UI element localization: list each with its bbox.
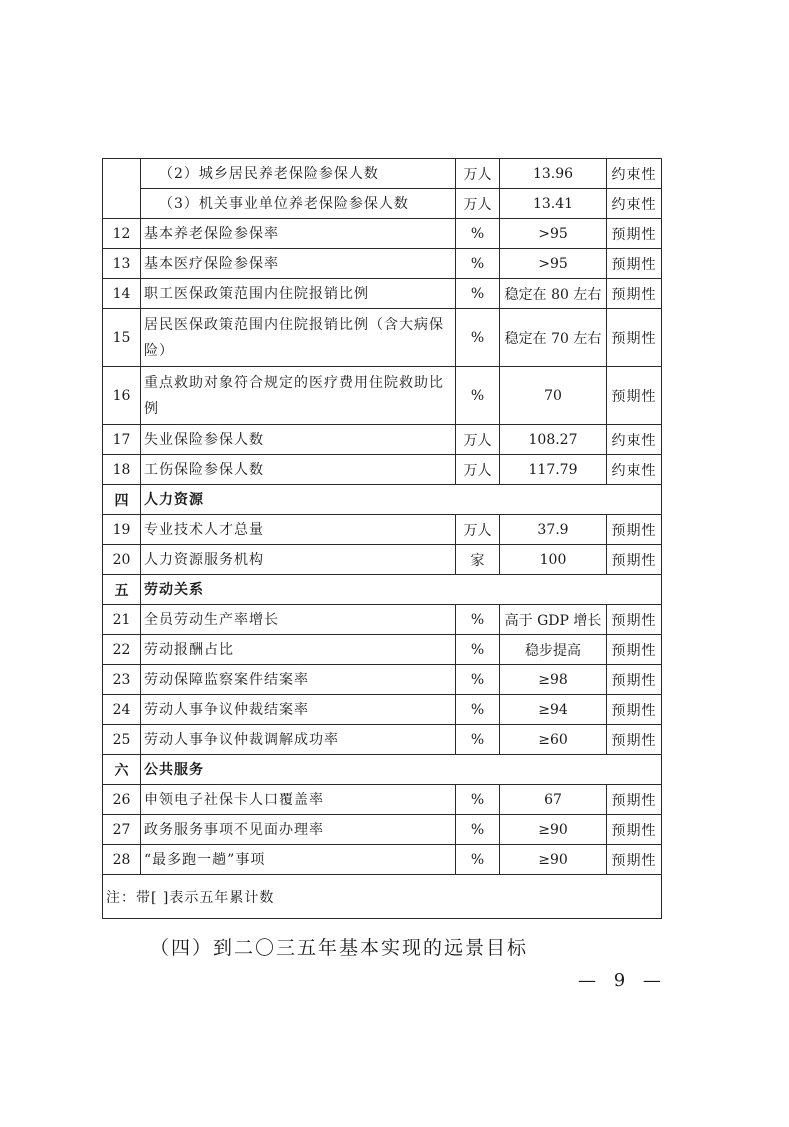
target-value-cell: ≥94 [500,695,607,725]
section-row [103,575,662,605]
table-row [103,665,662,695]
note-row [103,875,662,919]
unit-cell: % [456,635,500,665]
indicator-name-cell: 重点救助对象符合规定的医疗费用住院救助比例 [141,367,456,425]
target-value-cell: 13.41 [500,189,607,219]
section-row [103,755,662,785]
table-row [103,515,662,545]
section-number-cell: 六 [103,755,141,785]
attribute-cell: 约束性 [607,189,662,219]
section-number-cell: 四 [103,485,141,515]
target-value-cell: 100 [500,545,607,575]
table-row [103,785,662,815]
row-number-cell: 22 [103,635,141,665]
target-value-cell: 117.79 [500,455,607,485]
unit-cell: 万人 [456,159,500,189]
section-row [103,485,662,515]
table-row [103,545,662,575]
indicator-name-cell: 居民医保政策范围内住院报销比例（含大病保险） [141,309,456,367]
attribute-cell: 预期性 [607,785,662,815]
unit-cell: 万人 [456,455,500,485]
unit-cell: % [456,249,500,279]
unit-cell: % [456,725,500,755]
indicator-name-cell: （2）城乡居民养老保险参保人数 [141,159,456,189]
unit-cell: % [456,279,500,309]
row-number-cell: 17 [103,425,141,455]
target-value-cell: 高于 GDP 增长 [500,605,607,635]
target-value-cell: 70 [500,367,607,425]
row-number-cell: 25 [103,725,141,755]
row-number-cell: 13 [103,249,141,279]
table-row [103,309,662,367]
target-value-cell: >95 [500,249,607,279]
row-number-cell: 16 [103,367,141,425]
table-row [103,815,662,845]
attribute-cell: 预期性 [607,219,662,249]
table-row [103,845,662,875]
row-number-cell: 26 [103,785,141,815]
target-value-cell: ≥90 [500,845,607,875]
indicator-name-cell: 职工医保政策范围内住院报销比例 [141,279,456,309]
unit-cell: % [456,219,500,249]
indicator-name-cell: 政务服务事项不见面办理率 [141,815,456,845]
attribute-cell: 预期性 [607,367,662,425]
unit-cell: 家 [456,545,500,575]
table-note: 注：带[ ]表示五年累计数 [103,875,662,919]
attribute-cell: 预期性 [607,249,662,279]
target-value-cell: 67 [500,785,607,815]
indicator-name-cell: 专业技术人才总量 [141,515,456,545]
attribute-cell: 预期性 [607,695,662,725]
attribute-cell: 预期性 [607,815,662,845]
section-number-cell: 五 [103,575,141,605]
table-row [103,249,662,279]
unit-cell: % [456,785,500,815]
table-row [103,367,662,425]
unit-cell: 万人 [456,425,500,455]
indicator-name-cell: 工伤保险参保人数 [141,455,456,485]
row-number-cell: 12 [103,219,141,249]
unit-cell: 万人 [456,515,500,545]
section-title-cell: 劳动关系 [141,575,662,605]
row-number-cell: 27 [103,815,141,845]
indicator-name-cell: 失业保险参保人数 [141,425,456,455]
attribute-cell: 预期性 [607,545,662,575]
attribute-cell: 预期性 [607,309,662,367]
row-number-cell: 20 [103,545,141,575]
table-row [103,635,662,665]
unit-cell: % [456,605,500,635]
indicator-name-cell: 劳动保障监察案件结案率 [141,665,456,695]
target-value-cell: 稳步提高 [500,635,607,665]
unit-cell: % [456,309,500,367]
target-value-cell: 13.96 [500,159,607,189]
attribute-cell: 预期性 [607,725,662,755]
indicator-name-cell: 基本医疗保险参保率 [141,249,456,279]
unit-cell: % [456,695,500,725]
row-number-cell: 18 [103,455,141,485]
section-title-cell: 人力资源 [141,485,662,515]
table-row [103,159,662,189]
row-number-cell: 23 [103,665,141,695]
row-number-cell: 15 [103,309,141,367]
target-value-cell: ≥98 [500,665,607,695]
row-number-cell [103,159,141,219]
indicator-name-cell: “最多跑一趟”事项 [141,845,456,875]
target-value-cell: >95 [500,219,607,249]
attribute-cell: 预期性 [607,845,662,875]
attribute-cell: 预期性 [607,665,662,695]
table-row [103,189,662,219]
table-row [103,219,662,249]
table-row [103,425,662,455]
target-value-cell: ≥60 [500,725,607,755]
unit-cell: 万人 [456,189,500,219]
indicator-name-cell: 劳动人事争议仲裁结案率 [141,695,456,725]
table-row [103,695,662,725]
unit-cell: % [456,815,500,845]
row-number-cell: 14 [103,279,141,309]
indicator-name-cell: 基本养老保险参保率 [141,219,456,249]
row-number-cell: 24 [103,695,141,725]
indicator-name-cell: 申领电子社保卡人口覆盖率 [141,785,456,815]
row-number-cell: 28 [103,845,141,875]
table-row [103,279,662,309]
unit-cell: % [456,845,500,875]
page-number: — 9 — [578,970,667,991]
table-row [103,455,662,485]
attribute-cell: 预期性 [607,279,662,309]
table-row [103,605,662,635]
attribute-cell: 约束性 [607,425,662,455]
indicator-name-cell: 劳动报酬占比 [141,635,456,665]
attribute-cell: 预期性 [607,515,662,545]
target-value-cell: ≥90 [500,815,607,845]
attribute-cell: 预期性 [607,635,662,665]
attribute-cell: 约束性 [607,455,662,485]
table-row [103,725,662,755]
section-title-cell: 公共服务 [141,755,662,785]
target-value-cell: 稳定在 80 左右 [500,279,607,309]
target-value-cell: 108.27 [500,425,607,455]
attribute-cell: 约束性 [607,159,662,189]
row-number-cell: 19 [103,515,141,545]
indicator-name-cell: （3）机关事业单位养老保险参保人数 [141,189,456,219]
unit-cell: % [456,665,500,695]
indicator-table [102,158,662,919]
target-value-cell: 稳定在 70 左右 [500,309,607,367]
indicator-name-cell: 人力资源服务机构 [141,545,456,575]
indicator-name-cell: 劳动人事争议仲裁调解成功率 [141,725,456,755]
unit-cell: % [456,367,500,425]
target-value-cell: 37.9 [500,515,607,545]
indicator-name-cell: 全员劳动生产率增长 [141,605,456,635]
attribute-cell: 预期性 [607,605,662,635]
row-number-cell: 21 [103,605,141,635]
section-heading: （四）到二〇三五年基本实现的远景目标 [150,937,529,959]
indicator-table-body [103,159,662,919]
